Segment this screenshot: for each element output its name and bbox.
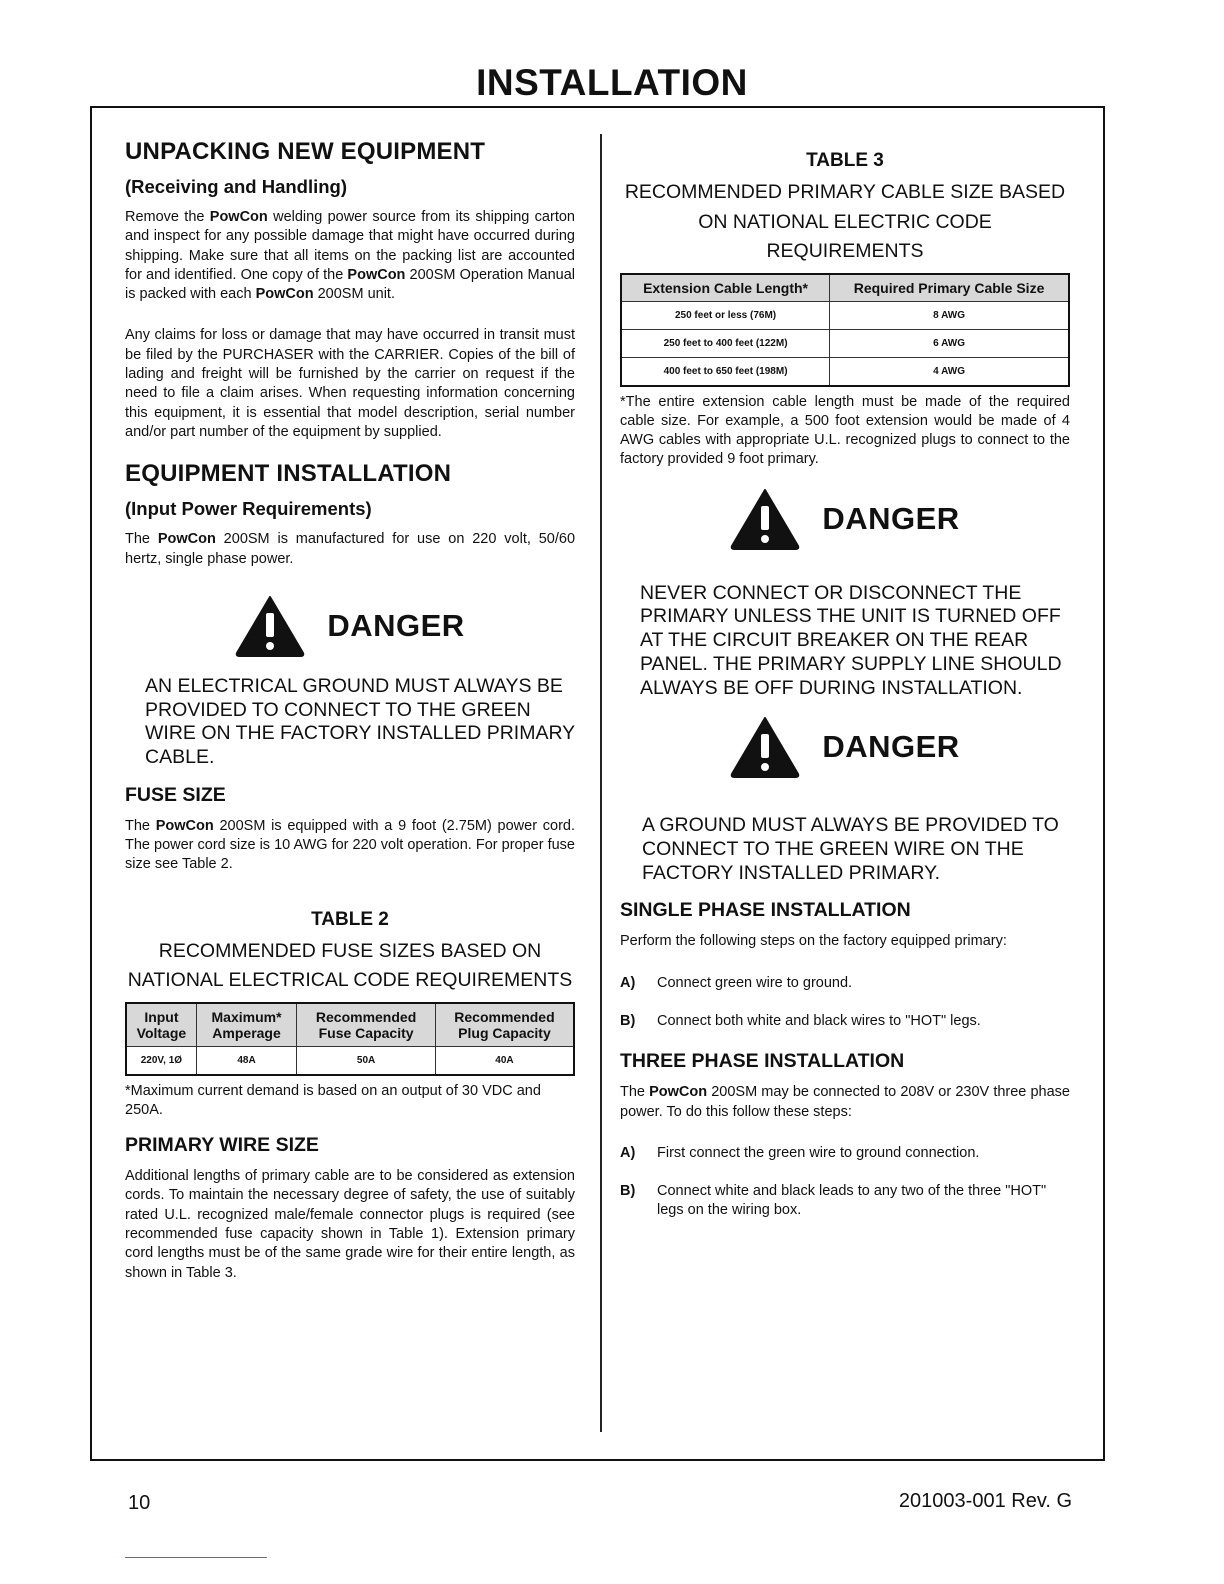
- table-header: Maximum* Amperage: [196, 1003, 296, 1047]
- table-row: [621, 301, 1069, 329]
- table-3-note: *The entire extension cable length must be made of the required cable size. For example, a 500 foot extension would be made of 4 AWG cables with appropriate U.L. recognized plugs to connect to the factory provided 9 foot primary.: [620, 393, 1070, 468]
- table-cell: 220V, 1Ø: [126, 1046, 196, 1075]
- primary-wire-paragraph: Additional lengths of primary cable are to be considered as extension cords. To maintain the necessary degree of safety, the use of suitably rated U.L. recognized male/female connector plugs is required (see recommended fuse capacity shown in Table 1). Extension primary cord lengths must be of the same grade wire for their entire length, as shown in Table 3.: [125, 1168, 575, 1281]
- table-row: [126, 1046, 574, 1075]
- table-cell: 4 AWG: [830, 357, 1069, 386]
- danger-3-label: DANGER: [822, 729, 960, 765]
- table-cell: 6 AWG: [830, 329, 1069, 357]
- danger-3-text: A GROUND MUST ALWAYS BE PROVIDED TO CONNECT TO THE GREEN WIRE ON THE FACTORY INSTALLED PRIMARY.: [642, 814, 1059, 884]
- table-header: Input Voltage: [126, 1003, 196, 1047]
- table-cell: 400 feet to 650 feet (198M): [621, 357, 830, 386]
- table-header: Recommended Plug Capacity: [435, 1003, 574, 1047]
- table-2-note: *Maximum current demand is based on an output of 30 VDC and 250A.: [125, 1082, 541, 1118]
- three-phase-paragraph: The PowCon 200SM may be connected to 208V or 230V three phase power. To do this follow these steps:: [620, 1084, 1070, 1120]
- column-divider: [600, 134, 602, 1432]
- table-3-label: TABLE 3: [806, 150, 884, 171]
- right-column: [620, 150, 1070, 1240]
- table-2: [125, 909, 575, 1121]
- table-2-label: TABLE 2: [311, 908, 389, 930]
- fuse-size-table: [125, 1002, 575, 1076]
- equipment-subheading: (Input Power Requirements): [125, 498, 372, 520]
- table-header: Recommended Fuse Capacity: [297, 1003, 436, 1047]
- danger-1-text: AN ELECTRICAL GROUND MUST ALWAYS BE PROVIDED TO CONNECT TO THE GREEN WIRE ON THE FACTORY INSTALLED PRIMARY CABLE.: [145, 674, 575, 768]
- three-phase-heading: THREE PHASE INSTALLATION: [620, 1050, 905, 1073]
- danger-3-banner: [620, 716, 1070, 778]
- single-phase-heading: SINGLE PHASE INSTALLATION: [620, 899, 911, 922]
- unpacking-subheading: (Receiving and Handling): [125, 176, 348, 197]
- warning-triangle-icon: [235, 595, 305, 657]
- table-2-caption: RECOMMENDED FUSE SIZES BASED ON NATIONAL ELECTRICAL CODE REQUIREMENTS: [127, 939, 573, 992]
- danger-1-banner: [125, 595, 575, 657]
- primary-wire-heading: PRIMARY WIRE SIZE: [125, 1134, 319, 1157]
- table-cell: 250 feet to 400 feet (122M): [621, 329, 830, 357]
- warning-triangle-icon: [730, 716, 800, 778]
- cable-size-table: [620, 273, 1070, 387]
- equipment-paragraph: The PowCon 200SM is manufactured for use on 220 volt, 50/60 hertz, single phase power.: [125, 531, 576, 567]
- single-phase-step: A) Connect green wire to ground.: [620, 974, 853, 991]
- table-cell: 50A: [297, 1046, 436, 1075]
- table-cell: 40A: [435, 1046, 574, 1075]
- three-phase-step: B) Connect white and black leads to any two of the three "HOT" legs on the wiring box.: [620, 1183, 1047, 1219]
- danger-2-banner: [620, 488, 1070, 550]
- fuse-paragraph: The PowCon 200SM is equipped with a 9 foot (2.75M) power cord. The power cord size is 10 AWG for 220 volt operation. For proper fuse size see Table 2.: [125, 817, 576, 873]
- danger-1-label: DANGER: [327, 607, 465, 643]
- danger-2-label: DANGER: [822, 500, 960, 536]
- table-row: [621, 357, 1069, 386]
- document-revision: 201003-001 Rev. G: [898, 1490, 1072, 1512]
- single-phase-intro: Perform the following steps on the factory equipped primary:: [620, 933, 1007, 950]
- table-cell: 8 AWG: [830, 301, 1069, 329]
- three-phase-step: A) First connect the green wire to ground connection.: [620, 1144, 980, 1161]
- table-3-caption: RECOMMENDED PRIMARY CABLE SIZE BASED ON NATIONAL ELECTRIC CODE REQUIREMENTS: [624, 181, 1066, 262]
- unpacking-paragraph-1: Remove the PowCon welding power source from its shipping carton and inspect for any possible damage that might have occurred during shipping. Make sure that all items on the packing list are accounted for and identified. One copy of the PowCon 200SM Operation Manual is packed with each PowCon 200SM unit.: [125, 209, 576, 303]
- table-header: Required Primary Cable Size: [830, 274, 1069, 302]
- footer-rule: [125, 1557, 267, 1558]
- danger-2-text: NEVER CONNECT OR DISCONNECT THE PRIMARY UNLESS THE UNIT IS TURNED OFF AT THE CIRCUIT BREAKER ON THE REAR PANEL. THE PRIMARY SUPPLY LINE SHOULD ALWAYS BE OFF DURING INSTALLATION.: [640, 581, 1062, 699]
- page-title: INSTALLATION: [476, 62, 748, 103]
- table-row: [621, 329, 1069, 357]
- page-number: 10: [128, 1492, 151, 1514]
- table-3: [620, 150, 1070, 470]
- single-phase-step: B) Connect both white and black wires to "HOT" legs.: [620, 1012, 981, 1029]
- fuse-heading: FUSE SIZE: [125, 783, 226, 806]
- table-header: Extension Cable Length*: [621, 274, 830, 302]
- equipment-heading: EQUIPMENT INSTALLATION: [125, 460, 452, 488]
- warning-triangle-icon: [730, 488, 800, 550]
- table-cell: 48A: [196, 1046, 296, 1075]
- unpacking-heading: UNPACKING NEW EQUIPMENT: [125, 138, 486, 165]
- table-cell: 250 feet or less (76M): [621, 301, 830, 329]
- left-column: [125, 138, 575, 1297]
- unpacking-paragraph-2: Any claims for loss or damage that may have occurred in transit must be filed by the PURCHASER with the CARRIER. Copies of the bill of lading and freight will be furnished by the carrier on request if the need to file a claim arises. When requesting information concerning this equipment, it is essential that model description, serial number and/or part number of the equipment by supplied.: [125, 327, 575, 440]
